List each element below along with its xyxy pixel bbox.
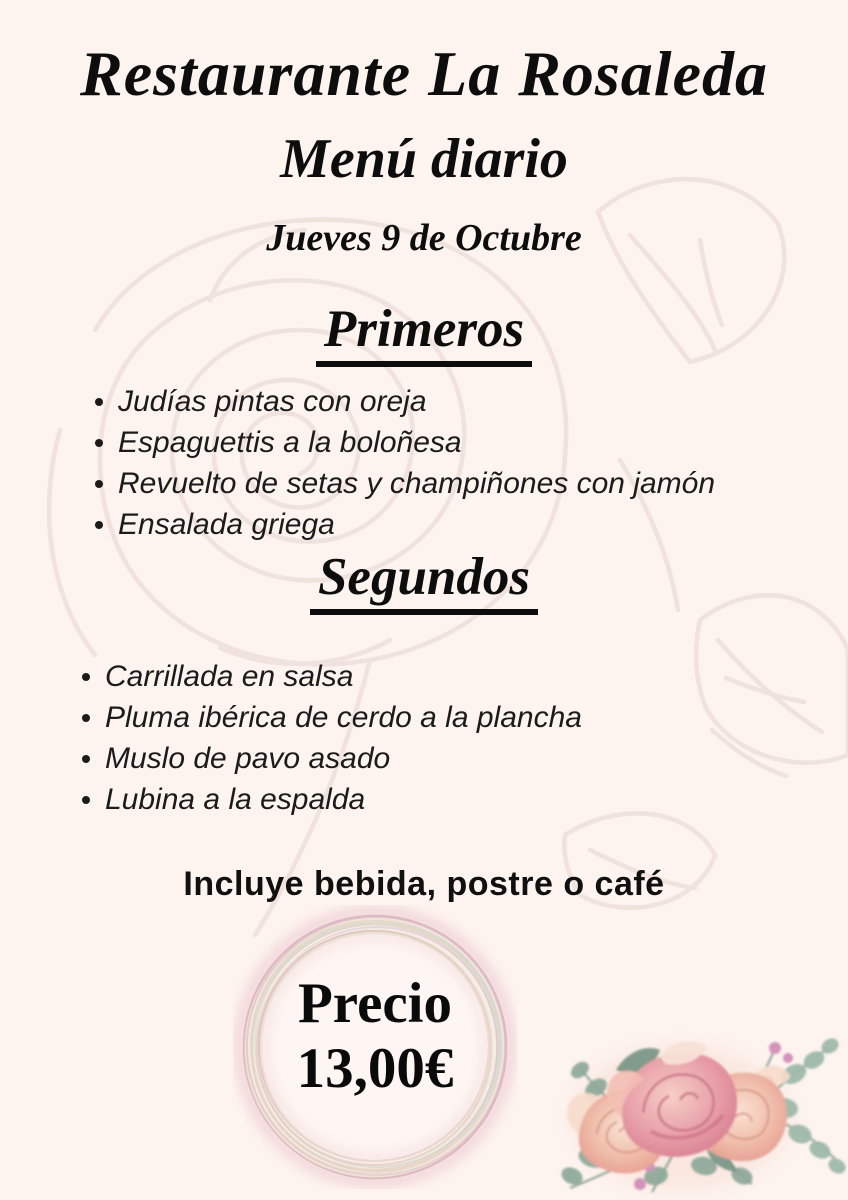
section-heading-primeros — [0, 300, 848, 367]
section-heading-segundos — [0, 548, 848, 615]
section-heading-segundos-label: Segundos — [310, 551, 538, 615]
menu-item: Carrillada en salsa — [105, 656, 582, 697]
segundos-list — [105, 656, 582, 820]
price-text — [233, 971, 517, 1101]
included-note: Incluye bebida, postre o café — [183, 865, 665, 903]
menu-item: Ensalada griega — [118, 504, 715, 545]
menu-item: Pluma ibérica de cerdo a la plancha — [105, 697, 582, 738]
menu-item: Lubina a la espalda — [105, 779, 582, 820]
menu-title: Menú diario — [280, 128, 568, 190]
price-label: Precio — [297, 972, 453, 1035]
menu-date: Jueves 9 de Octubre — [266, 217, 582, 259]
watercolor-rose-bouquet — [556, 1018, 848, 1200]
restaurant-name: Restaurante La Rosaleda — [80, 38, 768, 109]
price-value: 13,00€ — [296, 1037, 454, 1100]
menu-item: Revuelto de setas y champiñones con jamón — [118, 463, 715, 504]
menu-item: Muslo de pavo asado — [105, 738, 582, 779]
menu-item: Judías pintas con oreja — [118, 381, 715, 422]
section-heading-primeros-label: Primeros — [316, 303, 532, 367]
menu-item: Espaguettis a la boloñesa — [118, 422, 715, 463]
price-badge — [233, 905, 517, 1189]
primeros-list — [118, 381, 715, 545]
